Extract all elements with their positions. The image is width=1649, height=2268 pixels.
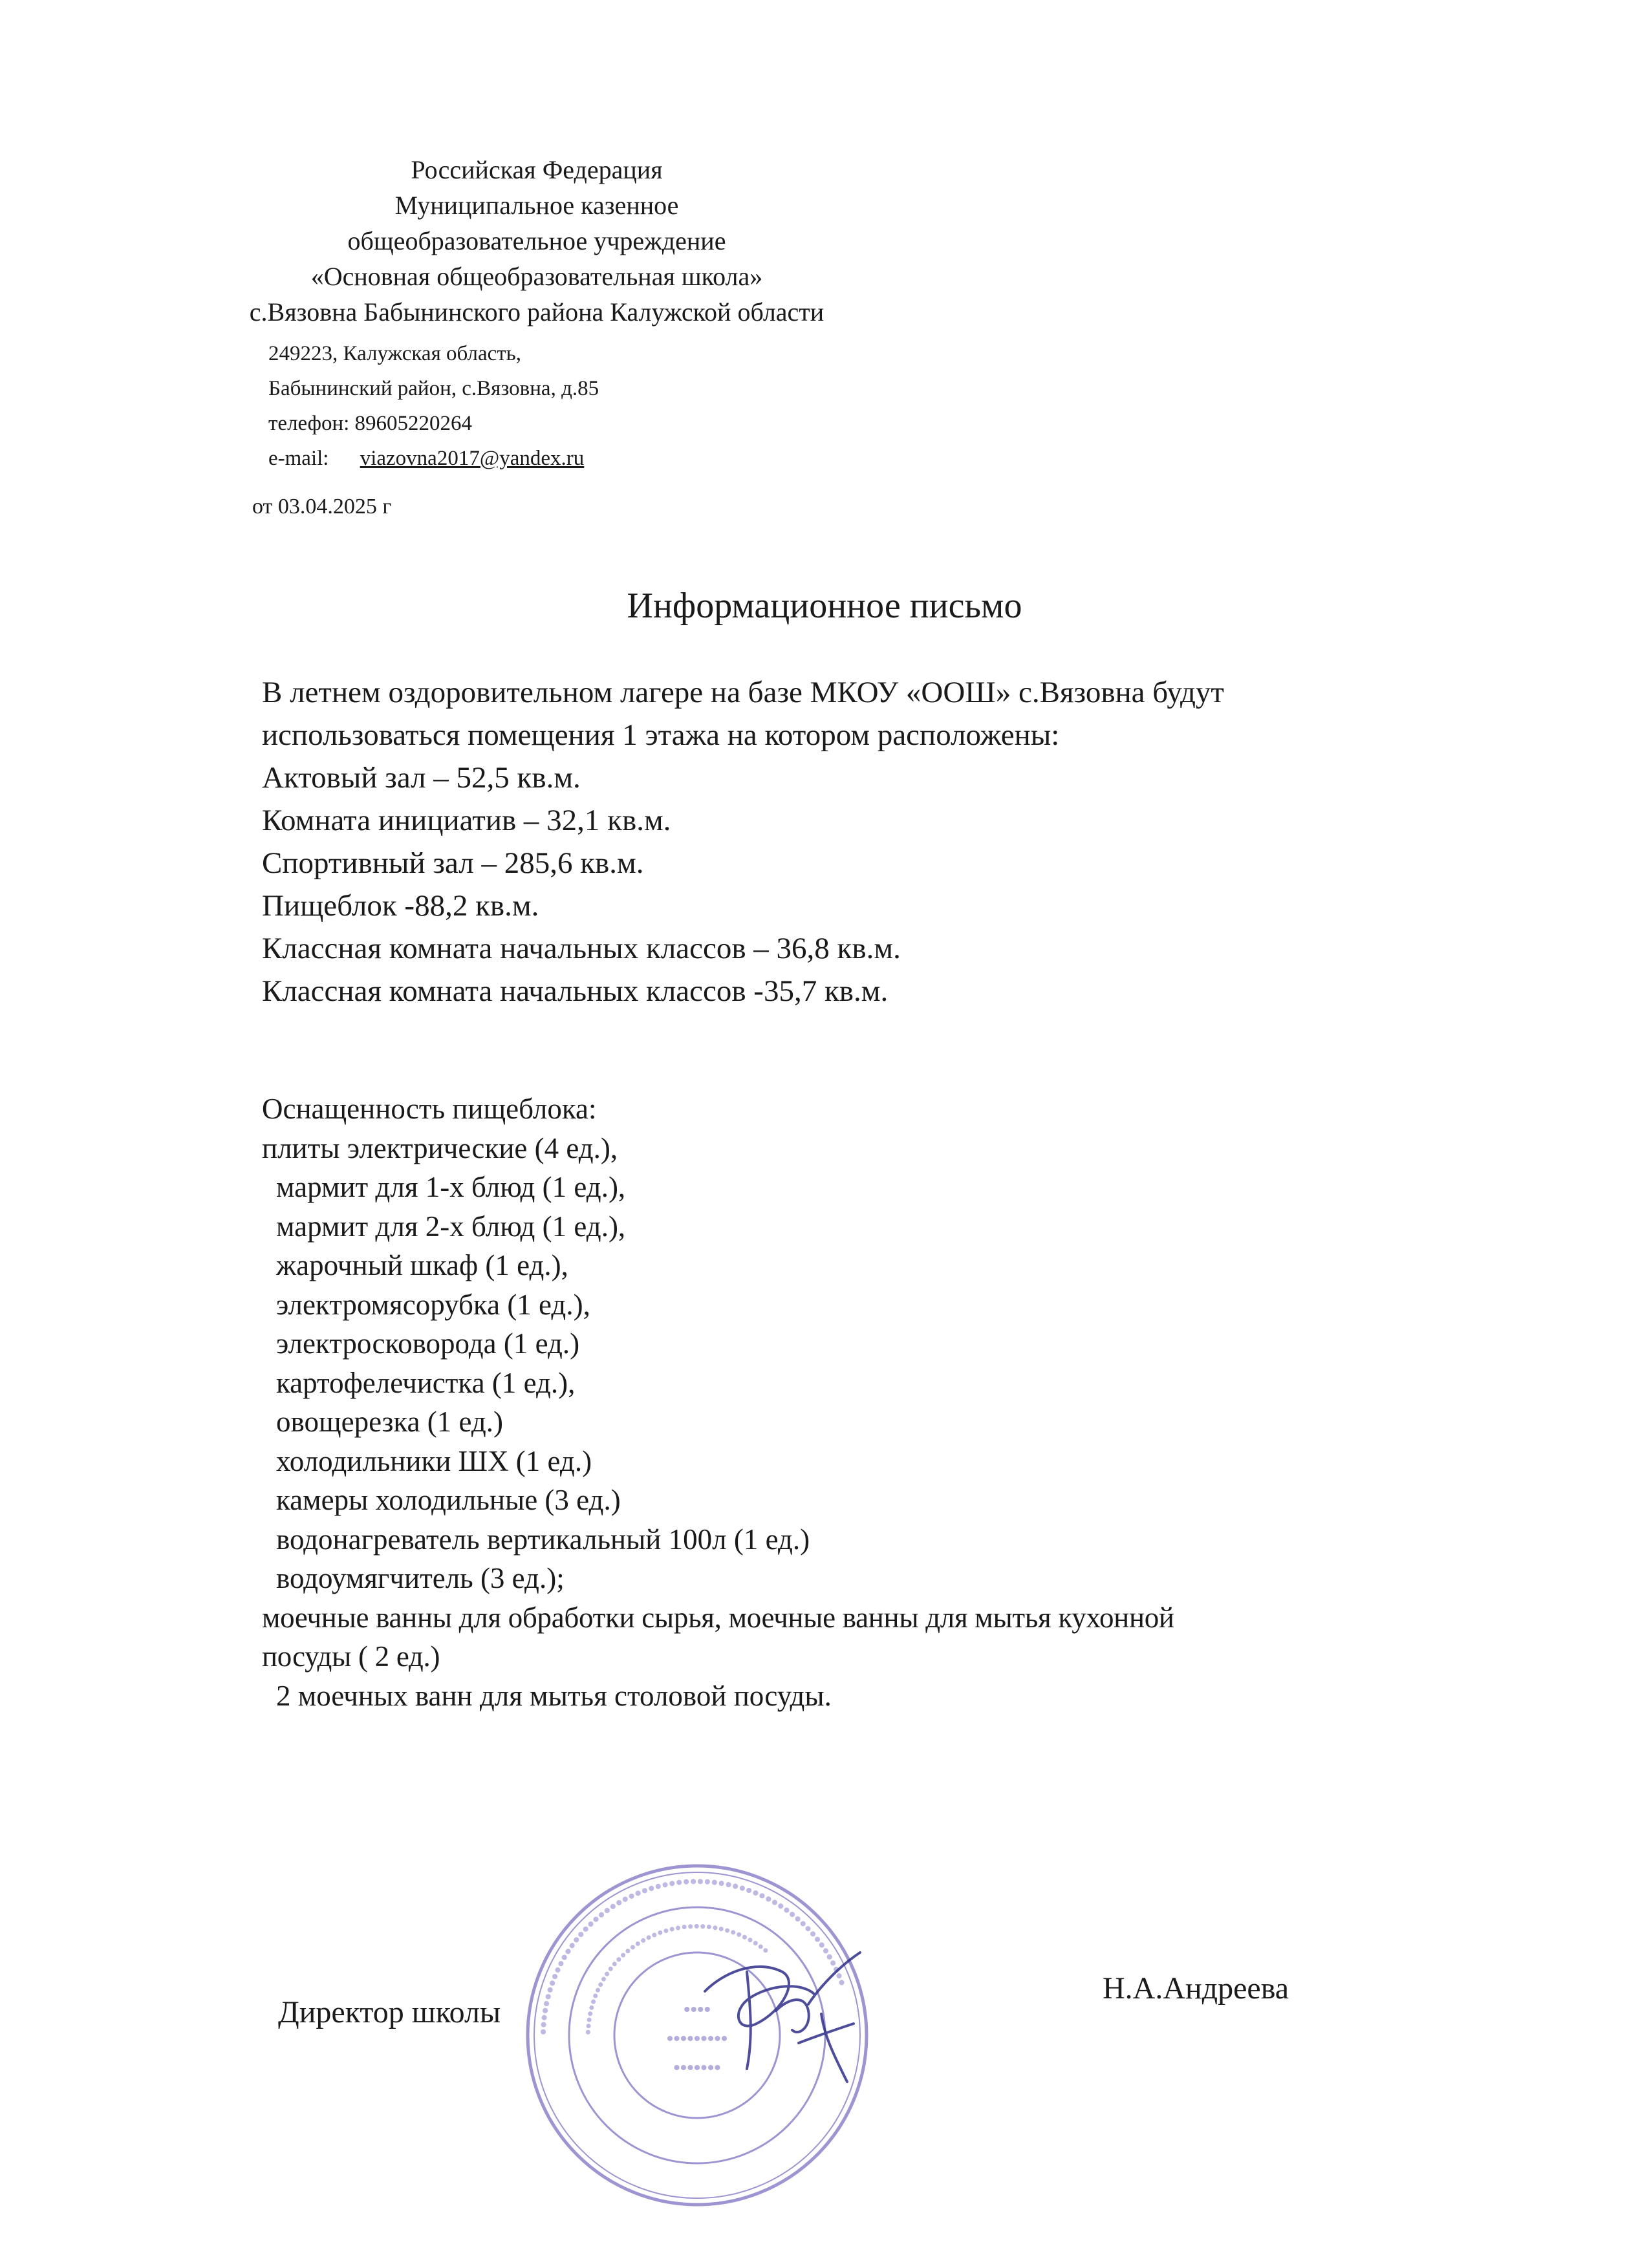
room-item: Классная комната начальных классов -35,7 кв.м. xyxy=(262,974,889,1008)
room-item: Комната инициатив – 32,1 кв.м. xyxy=(262,804,671,837)
equipment-item: холодильники ШХ (1 ед.) xyxy=(276,1444,592,1477)
room-item: Актовый зал – 52,5 кв.м. xyxy=(262,761,581,795)
letterhead xyxy=(149,152,925,330)
equipment-item: мармит для 2-х блюд (1 ед.), xyxy=(276,1210,626,1243)
email-link[interactable]: viazovna2017@yandex.ru xyxy=(360,447,585,470)
equipment-item: плиты электрические (4 ед.), xyxy=(262,1131,618,1164)
equipment-item: камеры холодильные (3 ед.) xyxy=(276,1484,621,1516)
svg-text:••••••••••••••••••••••••••••••: ••••••••••••••••••••••••••••••••••••••••••••••••••••••••••••• xyxy=(532,1870,853,2036)
equipment-item: овощерезка (1 ед.) xyxy=(276,1406,504,1438)
address-line-1: 249223, Калужская область, xyxy=(268,342,521,365)
equipment-item: посуды ( 2 ед.) xyxy=(262,1640,440,1673)
svg-text:•••••••••: ••••••••• xyxy=(666,2028,728,2049)
room-item: Классная комната начальных классов – 36,8 кв.м. xyxy=(262,932,901,965)
room-item: Спортивный зал – 285,6 кв.м. xyxy=(262,846,644,880)
room-item: Пищеблок -88,2 кв.м. xyxy=(262,889,539,923)
svg-text:•••••••: ••••••• xyxy=(673,2057,721,2079)
equipment-list xyxy=(262,1089,1523,1715)
address-block xyxy=(268,336,599,476)
header-org-kind: общеобразовательное учреждение xyxy=(347,226,726,255)
signature-position: Директор школы xyxy=(278,1995,501,2029)
equipment-item: водоумягчитель (3 ед.); xyxy=(276,1562,565,1594)
director-signature xyxy=(685,1933,879,2101)
equipment-item: 2 моечных ванн для мытья столовой посуды. xyxy=(276,1679,832,1712)
equipment-item: водонагреватель вертикальный 100л (1 ед.) xyxy=(276,1523,810,1556)
header-country: Российская Федерация xyxy=(411,155,663,184)
equipment-item: электросковорода (1 ед.) xyxy=(276,1327,580,1360)
phone-line xyxy=(268,406,599,441)
header-org-type: Муниципальное казенное xyxy=(394,191,679,220)
letter-date: от 03.04.2025 г xyxy=(252,495,392,519)
equipment-heading: Оснащенность пищеблока: xyxy=(262,1093,597,1125)
signature-name: Н.А.Андреева xyxy=(1103,1971,1289,2006)
intro-line-1: В летнем оздоровительном лагере на базе МКОУ «ООШ» с.Вязовна будут xyxy=(262,676,1224,709)
document-title: Информационное письмо xyxy=(627,586,1022,626)
email-line xyxy=(268,441,599,476)
phone-value: 89605220264 xyxy=(354,412,473,435)
svg-text:••••••••••••••••••••••••••••••: •••••••••••••••••••••••••••••••••••••••• xyxy=(577,1916,775,2036)
phone-label: телефон: xyxy=(268,412,350,435)
email-label: e-mail: xyxy=(268,447,329,470)
intro-line-2: использоваться помещения 1 этажа на котором расположены: xyxy=(262,718,1060,752)
equipment-item: моечные ванны для обработки сырья, моечные ванны для мытья кухонной xyxy=(262,1601,1174,1634)
equipment-item: электромясорубка (1 ед.), xyxy=(276,1288,590,1321)
equipment-item: картофелечистка (1 ед.), xyxy=(276,1366,576,1399)
letter-body xyxy=(262,671,1491,1012)
address-line-2: Бабынинский район, с.Вязовна, д.85 xyxy=(268,377,599,400)
equipment-item: жарочный шкаф (1 ед.), xyxy=(276,1249,568,1281)
equipment-item: мармит для 1-х блюд (1 ед.), xyxy=(276,1171,626,1203)
header-school-name: «Основная общеобразовательная школа» xyxy=(310,262,763,291)
header-location: с.Вязовна Бабынинского района Калужской области xyxy=(249,297,824,326)
svg-text:••••: •••• xyxy=(683,1999,711,2020)
